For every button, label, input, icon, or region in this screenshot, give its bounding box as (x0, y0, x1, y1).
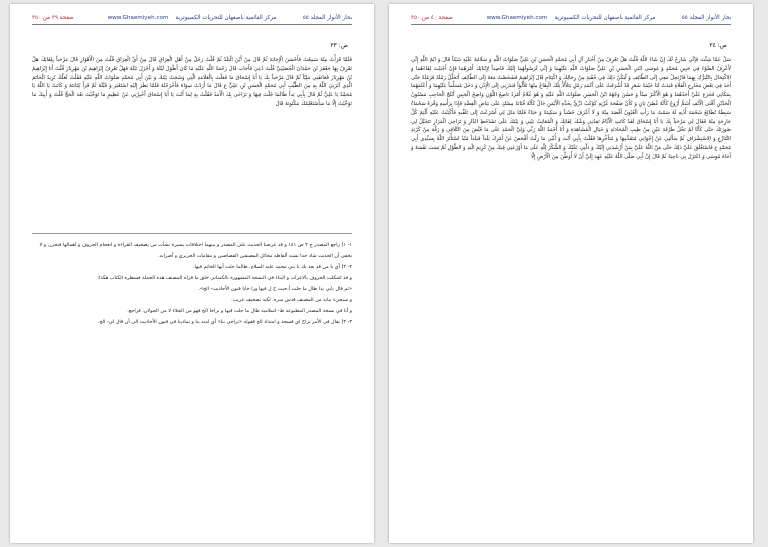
left-page (10, 4, 374, 543)
right-page (389, 4, 753, 543)
footnote: ١- ١) راجع المصدر ج ٢ ص ١٤١ و قد عرضنا الحديث على المصدر و بينهما اختلافات يسيرة نشأت من تصحيف القراءة و انعجام الحروف و اهمالها فتحرر، و لا يخفى أن الحديث شاذ جدا تشبه ألفاظه مخائل المصنفين القصاصين و مقامات الحريري و أضرابه. (39, 242, 352, 259)
header-site-url: www.Ghaemiyeh.com (486, 15, 548, 21)
page-body-text: فَلَمَّا قَرَأْتُ مِنْهُ سَمِعْتُ فَأَحْسَنَ الْإِجَابَةَ ثُمَّ قَالَ مِنْ أَيْنَ الْبَلَدُ ثُمَّ قُلْتُ رَجُلٌ مِنْ أَهْلِ الْعِرَاقِ قَالَ مِنْ أَيِّ الْعِرَاقِ قُلْتُ مِنَ الْأَهْوَازِ قَالَ مَرْحَباً بِلِقَائِكَ هَلْ تَعْرِفُ بِهَا جَعْفَرَ بْنَ حَمْدَانَ الْحُصَيْنِيَّ قُلْتُ دُعِيَ فَأَجَابَ قَالَ رَحْمَةُ اللَّهِ عَلَيْهِ مَا كَانَ أَطْوَلَ لَيْلَهُ وَ أَجْزَلَ نَيْلَهُ فَهَلْ تَعْرِفُ إِبْرَاهِيمَ بْنَ مَهْزِيَارَ قُلْتُ أَنَا إِبْرَاهِيمُ بْنُ مَهْزِيَارَ فَعَانَقَنِي مَلِيّاً ثُمَّ قَالَ مَرْحَباً بِكَ يَا أَبَا إِسْحَاقَ مَا فَعَلْتَ بِالْعَلَامَةِ الَّتِي وَشَجَتْ بَيْنَكَ وَ بَيْنَ أَبِي مُحَمَّدٍ صَلَوَاتُ اللَّهِ عَلَيْهِ فَقُلْتُ لَعَلَّكَ تُرِيدُ الْخَاتَمَ الَّذِي آثَرَنِيَ اللَّهُ بِهِ مِنَ الطَّيِّبِ أَبِي مُحَمَّدٍ الْحَسَنِ بْنِ عَلِيٍّ ع قَالَ مَا أَرَدْتُ سِوَاهُ فَأَخْرَجْتُهُ فَلَمَّا نَظَرَ إِلَيْهِ اسْتَعْبَرَ وَ قَبَّلَهُ ثُمَّ قَرَأَ كِتَابَتَهُ وَ كَانَتْ يَا اللَّهُ يَا مُحَمَّدُ يَا عَلِيُّ ثُمَّ قَالَ بِأَبِي يَداً طَالَمَا جُلْتَ فِيهَا وَ تَرَاخَى بِكَ الْأَمَدُ فَقُلْتُ بِهِ لِمَا أَنْتَ يَا أَبَا إِسْحَاقَ أَخْبِرْنِي عَنْ عَظِيمٍ مَا تَوَخَّيْتَ بَعْدَ الْحَجِّ قُلْتُ وَ أَبِيكَ مَا تَوَخَّيْتُ إِلَّا مَا سَأَسْتَعْلِمُكَ مَكْنُونَهُ قَالَ (32, 57, 352, 107)
header-page-counter: صفحة ٣٩ من ٣٥٠ (32, 15, 74, 21)
footnote: ٣- ٣) يقال في الأمر تراخ اي فسحة و امتداد الخ فقوله «تراخى بنا» أي امتد بنا و تمادينا في فنون الأحاديث الى أن قال لي- الخ. (97, 319, 352, 325)
header-book-title: بحار الأنوار المجلد ٥٥ (302, 15, 352, 21)
footnote: و أنا في نسخة المصدر المطبوعة ط- اسلامية طال ما جلت فيها و تراخا الخ فهو من الجلاء لا من الجولان. فراجع. (127, 308, 352, 314)
page-body-text: سَلْ عَمَّا شِئْتَ فَإِنِّي شَارِحٌ لَكَ إِنْ شَاءَ اللَّهُ قُلْتُ هَلْ تَعْرِفُ مِنْ أَخْبَارِ آلِ أَبِي مُحَمَّدٍ الْحَسَنِ بْنِ عَلِيٍّ صَلَوَاتُ اللَّهِ وَ سَلَامُهُ عَلَيْهِ شَيْئاً قَالَ وَ ايْمُ اللَّهِ إِنِّي لَأَعْرِفُ الضَّوْءَ فِي جَبِينِ مُحَمَّدٍ وَ مُوسَى ابْنَيِ الْحَسَنِ بْنِ عَلِيٍّ صَلَوَاتُ اللَّهِ عَلَيْهِمَا وَ إِنِّي لَرَسُولُهُمَا إِلَيْكَ قَاصِداً لِإِنْبَائِكَ أَمْرَهُمَا فَإِنْ أَحْبَبْتَ لِقَاءَهُمَا وَ الِاكْتِحَالَ بِالتَّبَرُّكِ بِهِمَا فَارْتَحِلْ مَعِي إِلَى الطَّائِفِ وَ لْيَكُنْ ذَلِكَ فِي خُفْيَةٍ مِنْ رِجَالِكَ وَ اكْتِتَامٍ قَالَ إِبْرَاهِيمُ فَشَخَصْتُ مَعَهُ إِلَى الطَّائِفِ أَتَخَلَّلُ رَمْلَةً فَرَمْلَةً حَتَّى أَخَذَ فِي بَعْضِ مَخَارِجِ الْفَلَاةِ فَبَدَتْ لَنَا خَيْمَةُ شَعَرٍ قَدْ أَشْرَفَتْ عَلَى أَكَمَةِ رَمْلٍ يَتَلَأْلَأُ تِلْكَ الْبِقَاعُ مِنْهَا تَلَأْلُؤاً فَبَدَرَنِي إِلَى الْإِذْنِ وَ دَخَلَ مُسَلِّماً عَلَيْهِمَا وَ أَعْلَمَهُمَا بِمَكَانِي فَخَرَجَ عَلَيَّ أَحَدُهُمَا وَ هُوَ الْأَكْبَرُ سِنّاً وَ حَسُنَ وَجْهُهُ ابْنُ الْحَسَنِ صَلَوَاتُ اللَّهِ عَلَيْهِ وَ هُوَ غُلَامٌ أَمْرَدُ نَاصِعُ اللَّوْنِ وَاضِحُ الْجَبِينِ أَبْلَجُ الْحَاجِبِ مَسْنُونُ الْخَدَّيْنِ أَقْنَى الْأَنْفِ أَشَمُّ أَرْوَعُ كَأَنَّهُ غُصْنُ بَانٍ وَ كَأَنَّ صَفْحَةَ غُرَّتِهِ كَوْكَبٌ دُرِّيٌّ بِخَدِّهِ الْأَيْمَنِ خَالٌ كَأَنَّهُ فُتَاتَةُ مِسْكٍ عَلَى بَيَاضِ الْفِضَّةِ فَإِذَا بِرَأْسِهِ وَفْرَةٌ سَحْمَاءُ سَبِطَةٌ تُطَالِعُ شَحْمَةَ أُذُنِهِ لَهُ سَمْتٌ مَا رَأَتِ الْعُيُونُ أَقْصَدَ مِنْهُ وَ لَا أَعْرَفَ حُسْناً وَ سَكِينَةً وَ حَيَاءً فَلَمَّا مَثَلَ لِي أَسْرَعْتُ إِلَى تَلَقِّيهِ فَأَكْبَبْتُ عَلَيْهِ أَلْثِمُ كُلَّ جَارِحَةٍ مِنْهُ فَقَالَ لِي مَرْحَباً بِكَ يَا أَبَا إِسْحَاقَ لَقَدْ كَانَتِ الْأَيَّامُ تَعِدُنِي وَشْكَ لِقَائِكَ وَ الْمُعَاتِبُ بَيْنِي وَ بَيْنَكَ عَلَى تَشَاحُطِ الدَّارِ وَ تَرَاخِي الْمَزَارِ تَتَخَيَّلُ لِي صُورَتَكَ حَتَّى كَأَنَّا لَمْ نَخْلُ طَرْفَةَ عَيْنٍ مِنْ طِيبِ الْمُحَادَثَةِ وَ خَيَالِ الْمُشَاهَدَةِ وَ أَنَا أَحْمَدُ اللَّهَ رَبِّي وَلِيَّ الْحَمْدِ عَلَى مَا قَيَّضَ مِنَ التَّلَاقِي وَ رَفَّهَ مِنْ كُرْبَةِ التَّنَازُعِ وَ الِاسْتِشْرَافِ ثُمَّ سَأَلَنِي عَنْ إِخْوَانِي مُتَقَدِّمِهَا وَ مُتَأَخِّرِهَا فَقُلْتُ بِأَبِي أَنْتَ وَ أُمِّي مَا زِلْتُ أَفْحَصُ عَنْ أَمْرِكَ بَلَداً فَبَلَداً مُنْذُ اسْتَأْثَرَ اللَّهُ بِسَيِّدِي أَبِي مُحَمَّدٍ ع فَاسْتَغْلَقَ عَلَيَّ ذَلِكَ حَتَّى مَنَّ اللَّهُ عَلَيَّ بِمَنْ أَرْشَدَنِي إِلَيْكَ وَ دَلَّنِي عَلَيْكَ وَ الشُّكْرُ لِلَّهِ عَلَى مَا أَوْزَعَنِي فِيكَ مِنْ كَرِيمِ الْيَدِ وَ الطَّوْلِ ثُمَّ نَسَبَ نَفْسَهُ وَ أَخَاهُ مُوسَى وَ اعْتَزَلَ بِي نَاحِيَةً ثُمَّ قَالَ إِنَّ أَبِي صَلَّى اللَّهُ عَلَيْهِ عَهِدَ إِلَيَّ أَنْ لَا أُوَطِّنَ مِنَ الْأَرْضِ إِلَّا (411, 57, 731, 160)
header-divider (32, 24, 352, 25)
footnote: و قد اشكلت الحروف بالاعراب و البناء في النسخة المشهورة بالكمباني خلق ما قراه المصنف هذه الجملة فسطره الكتاب هكذا: (97, 275, 352, 281)
footnotes (32, 240, 352, 328)
header-divider (411, 24, 731, 25)
header-center-name: مركز القائمية باصفهان للتحريات الكمبيوترية (554, 15, 656, 21)
header-page-counter: صفحة ٤٠ من ٣٥٠ (411, 15, 453, 21)
header-center-name: مركز القائمية باصفهان للتحريات الكمبيوترية (175, 15, 277, 21)
header-site-url: www.Ghaemiyeh.com (107, 15, 169, 21)
page-header (411, 13, 731, 25)
header-center (108, 15, 277, 21)
header-center (487, 15, 656, 21)
page-label: ص: ٣٤ (709, 42, 727, 49)
footnote: ٢- ٢) أي يا من قد بعد بك يا بني محمد عليه السلام. طالما جلت أيها الخاتم فيها. (192, 264, 352, 270)
page-label: ص: ٣٣ (330, 42, 348, 49)
page-header (32, 13, 352, 25)
header-book-title: بحار الأنوار المجلد ٥٥ (681, 15, 731, 21)
footnote: «ثم قال بابي يدا طال ما جلت أ،جيت خ ل فيها ورا خايا فنون الأحاديث- الخ». (198, 286, 352, 292)
footnote: و سيجيء بيانه من المصنف قدس سره. لكنه تصحيف غريب. (231, 297, 352, 303)
footnote-separator (32, 233, 352, 234)
